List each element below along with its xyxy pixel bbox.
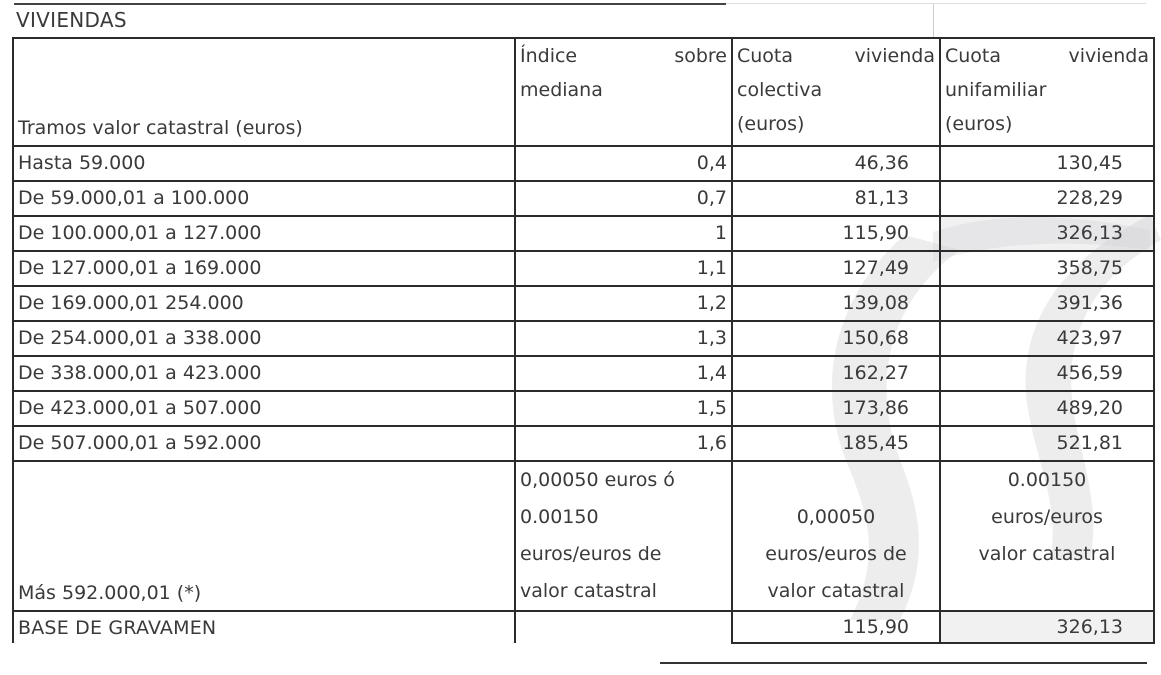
cell-colectiva: 46,36 xyxy=(732,146,940,181)
cell-colectiva-mas xyxy=(732,461,940,611)
cell-unifamiliar: 423,97 xyxy=(940,321,1154,356)
header-text: Índice xyxy=(520,45,578,67)
table-row xyxy=(13,356,1154,391)
cell-tramo: De 507.000,01 a 592.000 xyxy=(13,426,515,461)
bottom-rule xyxy=(660,662,1147,664)
table-row xyxy=(13,146,1154,181)
cell-text: valor catastral xyxy=(520,580,657,602)
header-text: (euros) xyxy=(945,113,1013,135)
cell-colectiva: 150,68 xyxy=(732,321,940,356)
cell-text: euros/euros xyxy=(991,506,1103,528)
cell-unifamiliar-mas xyxy=(940,461,1154,611)
cell-text: valor catastral xyxy=(978,543,1116,565)
cell-indice: 1,1 xyxy=(515,251,732,286)
table-row xyxy=(13,286,1154,321)
section-title: VIVIENDAS xyxy=(16,8,127,32)
cell-indice: 1,2 xyxy=(515,286,732,321)
header-tramos: Tramos valor catastral (euros) xyxy=(13,38,515,146)
table-row xyxy=(13,181,1154,216)
viviendas-table xyxy=(12,37,1155,644)
header-text: colectiva xyxy=(737,79,823,101)
cell-text: 0.00150 xyxy=(1007,469,1087,491)
cell-colectiva: 127,49 xyxy=(732,251,940,286)
header-text: vivienda xyxy=(854,45,935,67)
cell-text: euros/euros de xyxy=(520,543,662,565)
table-row xyxy=(13,426,1154,461)
header-text: sobre xyxy=(674,45,727,67)
cell-indice: 0,4 xyxy=(515,146,732,181)
grid-line xyxy=(933,4,934,38)
cell-colectiva: 81,13 xyxy=(732,181,940,216)
table-row xyxy=(13,216,1154,251)
cell-indice: 1 xyxy=(515,216,732,251)
cell-indice: 1,3 xyxy=(515,321,732,356)
cell-tramo: De 423.000,01 a 507.000 xyxy=(13,391,515,426)
cell-colectiva: 115,90 xyxy=(732,216,940,251)
header-cuota-unifamiliar xyxy=(940,38,1154,146)
cell-tramo: De 254.000,01 a 338.000 xyxy=(13,321,515,356)
cell-unifamiliar: 456,59 xyxy=(940,356,1154,391)
cell-indice: 1,4 xyxy=(515,356,732,391)
cell-colectiva: 185,45 xyxy=(732,426,940,461)
cell-text: euros/euros de xyxy=(765,543,907,565)
cell-colectiva: 162,27 xyxy=(732,356,940,391)
header-text: Cuota xyxy=(945,45,1002,67)
cell-base-label: BASE DE GRAVAMEN xyxy=(13,611,515,643)
cell-unifamiliar: 489,20 xyxy=(940,391,1154,426)
cell-unifamiliar: 130,45 xyxy=(940,146,1154,181)
cell-text: 0,00050 euros ó xyxy=(520,469,675,491)
cell-unifamiliar: 521,81 xyxy=(940,426,1154,461)
table-row xyxy=(13,321,1154,356)
cell-text: 0,00050 xyxy=(796,506,876,528)
cell-indice: 1,5 xyxy=(515,391,732,426)
cell-base-empty xyxy=(515,611,732,643)
cell-colectiva: 173,86 xyxy=(732,391,940,426)
cell-unifamiliar: 326,13 xyxy=(940,216,1154,251)
title-rule xyxy=(14,3,726,5)
cell-colectiva: 139,08 xyxy=(732,286,940,321)
cell-unifamiliar: 391,36 xyxy=(940,286,1154,321)
cell-text: valor catastral xyxy=(767,580,905,602)
cell-tramo: Hasta 59.000 xyxy=(13,146,515,181)
table-row-base xyxy=(13,611,1154,643)
cell-text: 0.00150 xyxy=(520,506,599,528)
cell-tramo: De 127.000,01 a 169.000 xyxy=(13,251,515,286)
header-indice xyxy=(515,38,732,146)
cell-unifamiliar: 358,75 xyxy=(940,251,1154,286)
cell-tramo: De 59.000,01 a 100.000 xyxy=(13,181,515,216)
cell-indice-mas xyxy=(515,461,732,611)
table-header-row xyxy=(13,38,1154,146)
title-rule-right xyxy=(726,3,1146,4)
cell-unifamiliar: 228,29 xyxy=(940,181,1154,216)
cell-base-unifamiliar: 326,13 xyxy=(940,611,1154,643)
header-cuota-colectiva xyxy=(732,38,940,146)
cell-tramo: Más 592.000,01 (*) xyxy=(13,461,515,611)
cell-tramo: De 100.000,01 a 127.000 xyxy=(13,216,515,251)
cell-indice: 0,7 xyxy=(515,181,732,216)
header-text: mediana xyxy=(520,79,603,101)
header-text: unifamiliar xyxy=(945,79,1047,101)
header-text: Cuota xyxy=(737,45,794,67)
cell-base-colectiva: 115,90 xyxy=(732,611,940,643)
table-row xyxy=(13,251,1154,286)
cell-tramo: De 338.000,01 a 423.000 xyxy=(13,356,515,391)
header-text: vivienda xyxy=(1068,45,1149,67)
cell-tramo: De 169.000,01 254.000 xyxy=(13,286,515,321)
table-row xyxy=(13,391,1154,426)
table-row-mas xyxy=(13,461,1154,611)
header-text: (euros) xyxy=(737,113,805,135)
cell-indice: 1,6 xyxy=(515,426,732,461)
